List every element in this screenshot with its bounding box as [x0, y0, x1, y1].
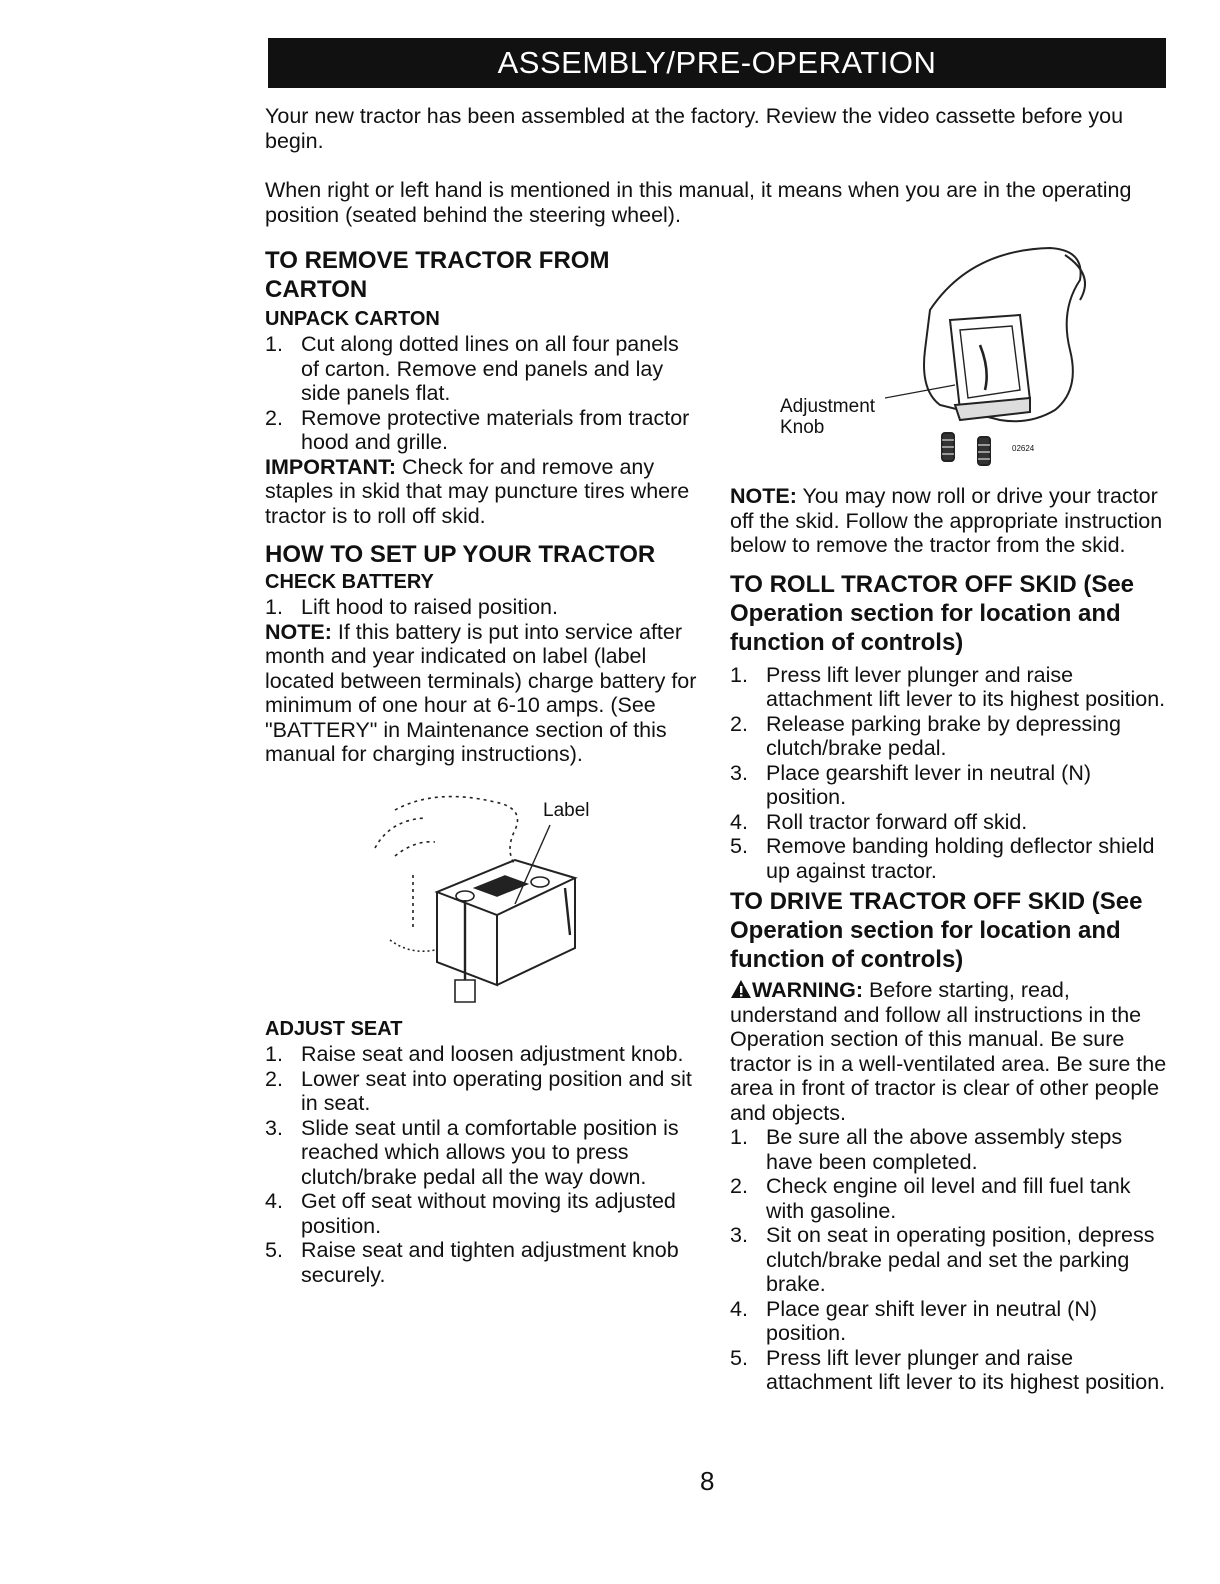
important-note: IMPORTANT: Check for and remove any staples in skid that may puncture tires where tractor is to roll off skid.	[265, 454, 690, 528]
list-item: 5. Raise seat and tighten adjustment knob securely.	[265, 1238, 679, 1287]
section-banner: ASSEMBLY/PRE-OPERATION	[268, 38, 1166, 88]
check-battery-heading: CHECK BATTERY	[265, 571, 434, 593]
figure-code: 02624	[1012, 444, 1035, 453]
list-item: 5. Remove banding holding deflector shield up against tractor.	[730, 834, 1155, 883]
list-item: 4. Place gear shift lever in neutral (N) position.	[730, 1296, 1098, 1345]
seat-steps-list	[265, 1042, 700, 1287]
roll-steps-list	[730, 663, 1170, 884]
unpack-steps-list	[265, 332, 700, 455]
battery-note: NOTE: If this battery is put into service after month and year indicated on label (label located between terminals) charge battery for minimum of one hour at 6-10 amps. (See "BATTERY" in Maintenance section of this manual for charging instructions).	[265, 619, 697, 766]
right-column	[730, 484, 1170, 1395]
adjust-seat-heading: ADJUST SEAT	[265, 1018, 403, 1040]
seat-illustration	[880, 240, 1100, 470]
remove-tractor-heading: TO REMOVE TRACTOR FROM CARTON	[265, 247, 610, 303]
list-item: 2. Release parking brake by depressing clutch/brake pedal.	[730, 711, 1121, 760]
left-column-top	[265, 246, 700, 767]
list-item: 1. Raise seat and loosen adjustment knob.	[265, 1042, 684, 1066]
left-column-bottom	[265, 1016, 700, 1287]
list-item: 3. Place gearshift lever in neutral (N) position.	[730, 760, 1092, 809]
list-item: 2. Check engine oil level and fill fuel tank with gasoline.	[730, 1174, 1131, 1223]
warning-icon	[730, 979, 752, 999]
warning-paragraph: WARNING: Before starting, read, understand and follow all instructions in the Operation section of this manual. Be sure tractor is in a well-ventilated area. Be sure the area in front of tractor is clear of other people and objects.	[730, 978, 1167, 1125]
list-item: 3. Sit on seat in operating position, depress clutch/brake pedal and set the parking brake.	[730, 1223, 1155, 1296]
list-item: 1. Lift hood to raised position.	[265, 595, 558, 619]
battery-steps-list	[265, 595, 700, 620]
list-item: 1. Be sure all the above assembly steps have been completed.	[730, 1125, 1123, 1174]
list-item: 2. Lower seat into operating position and sit in seat.	[265, 1066, 692, 1115]
list-item: 1. Cut along dotted lines on all four panels of carton. Remove end panels and lay side panels flat.	[265, 332, 679, 405]
list-item: 3. Slide seat until a comfortable position is reached which allows you to press clutch/brake pedal all the way down.	[265, 1115, 679, 1189]
battery-label-caption: Label	[543, 800, 590, 821]
list-item: 5. Press lift lever plunger and raise attachment lift lever to its highest position.	[730, 1345, 1166, 1394]
intro-paragraph-2: When right or left hand is mentioned in this manual, it means when you are in the operating position (seated behind the steering wheel).	[265, 178, 1132, 227]
drive-tractor-heading: TO DRIVE TRACTOR OFF SKID (See Operation section for location and function of controls)	[730, 888, 1143, 973]
list-item: 4. Get off seat without moving its adjusted position.	[265, 1189, 676, 1238]
roll-tractor-heading: TO ROLL TRACTOR OFF SKID (See Operation section for location and function of controls)	[730, 570, 1135, 656]
setup-tractor-heading: HOW TO SET UP YOUR TRACTOR	[265, 541, 656, 568]
drive-steps-list	[730, 1125, 1170, 1395]
list-item: 1. Press lift lever plunger and raise attachment lift lever to its highest position.	[730, 662, 1166, 711]
list-item: 4. Roll tractor forward off skid.	[730, 809, 1028, 834]
adjustment-knob-caption: Adjustment Knob	[780, 396, 876, 438]
intro-paragraph-1: Your new tractor has been assembled at the factory. Review the video cassette before you begin.	[265, 104, 1124, 153]
list-item: 2. Remove protective materials from tractor hood and grille.	[265, 405, 690, 454]
unpack-carton-heading: UNPACK CARTON	[265, 308, 440, 330]
skid-note: NOTE: You may now roll or drive your tractor off the skid. Follow the appropriate instruction below to remove the tractor from the skid.	[730, 484, 1163, 557]
page-number: 8	[700, 1466, 715, 1496]
